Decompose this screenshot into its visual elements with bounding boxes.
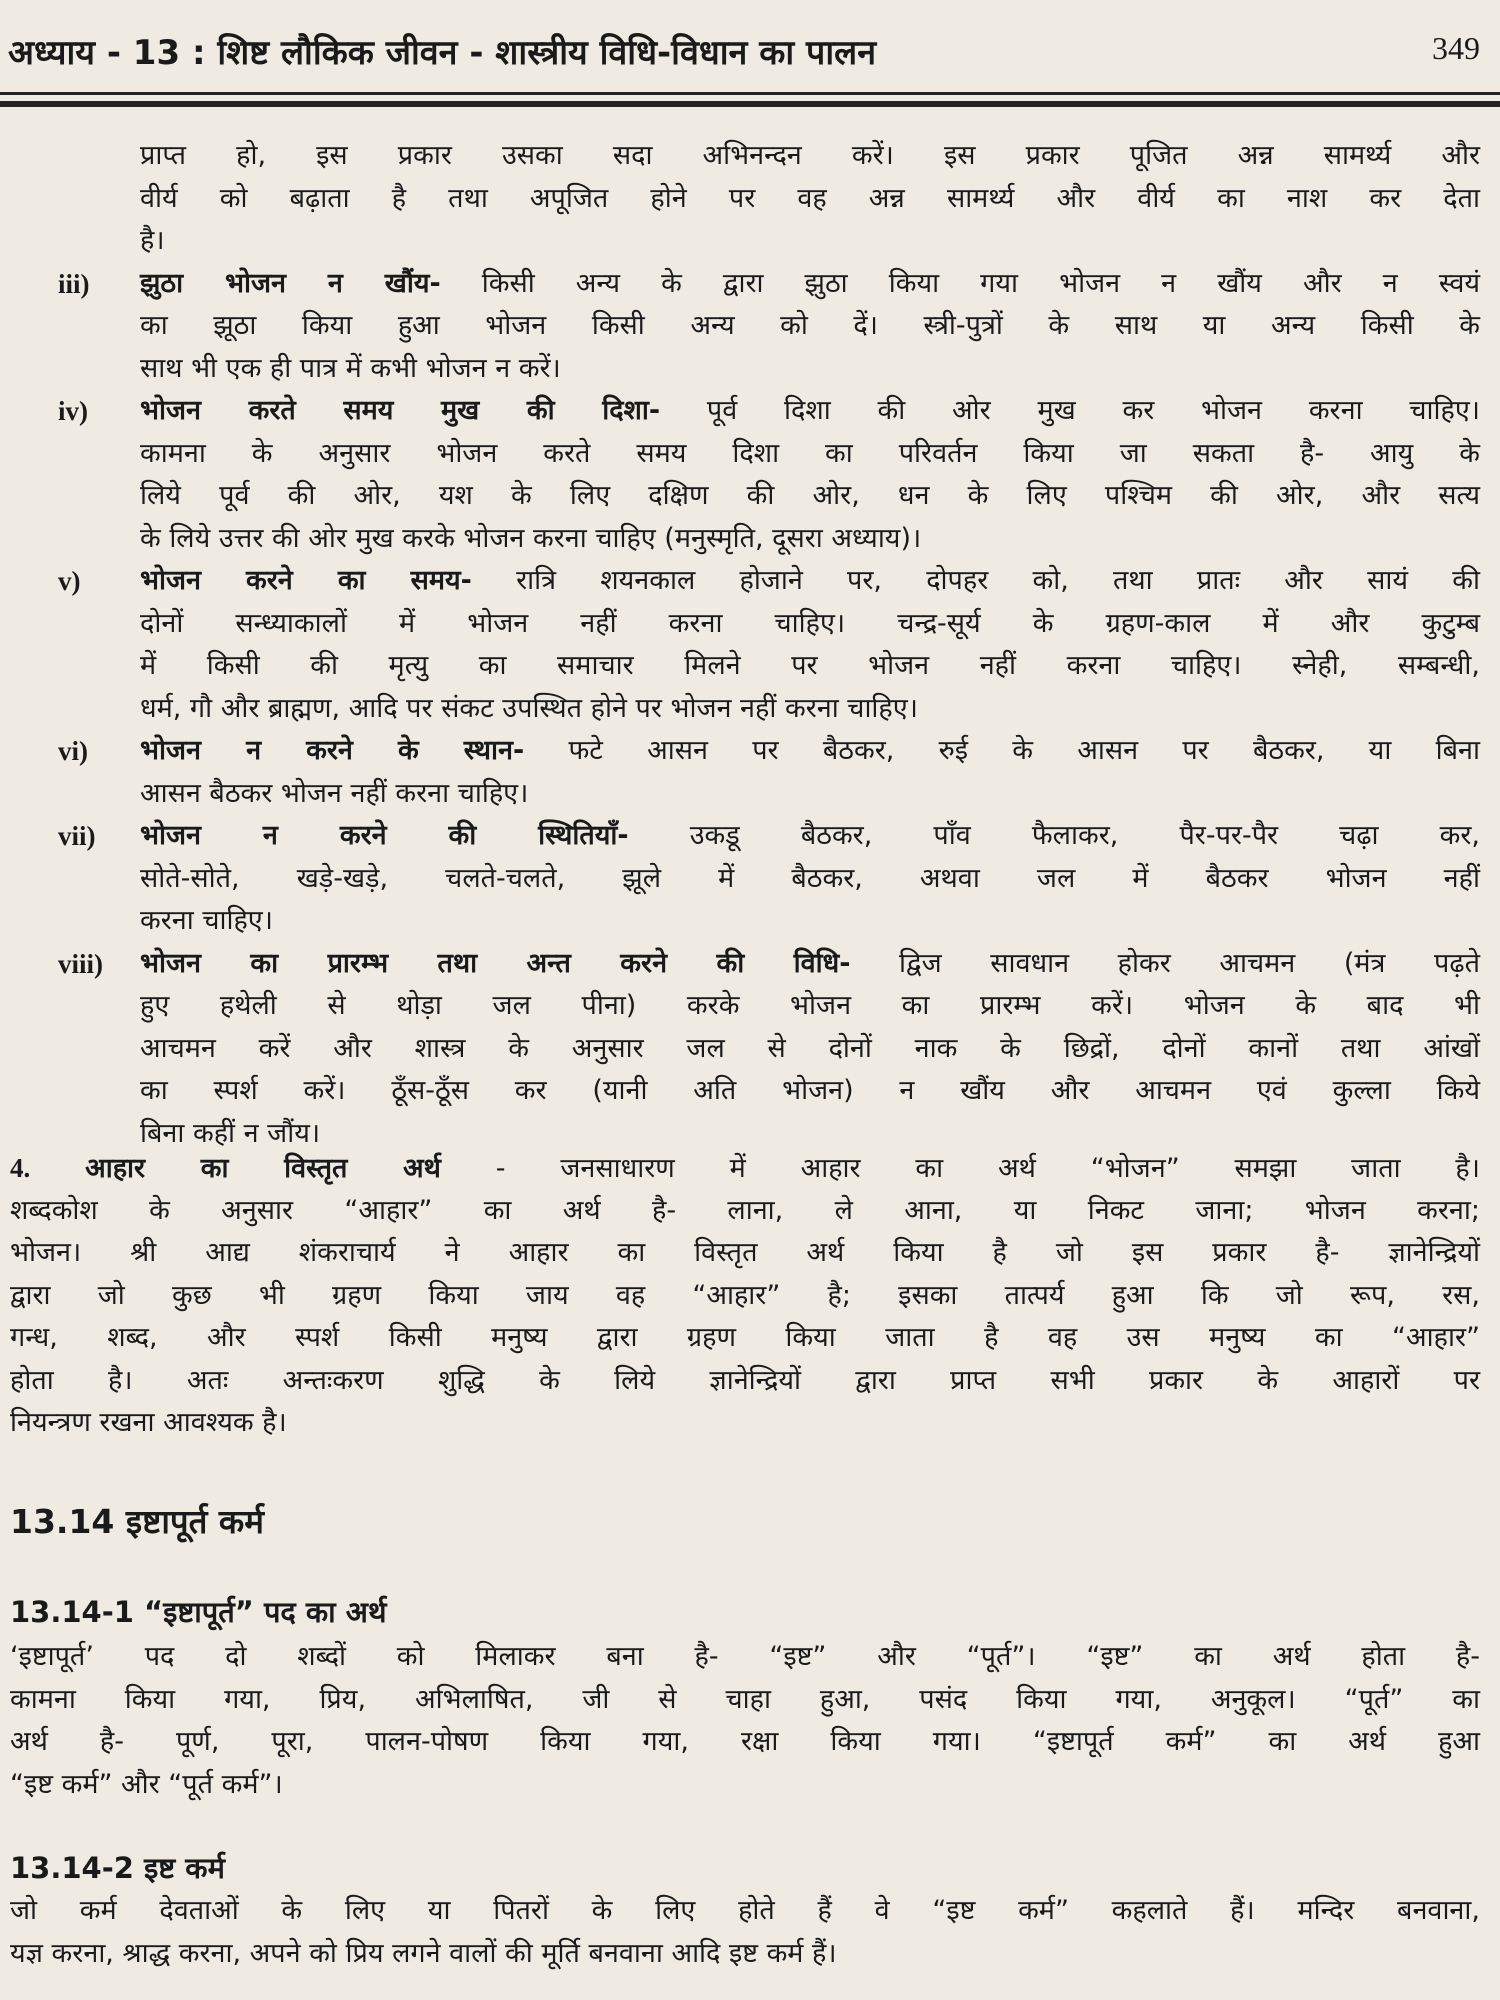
text-line bbox=[58, 390, 1480, 433]
text-span: शब्दकोश के अनुसार “आहार” का अर्थ है- लाना, ले आना, या निकट जाना; भोजन करना; bbox=[10, 1194, 1480, 1226]
text-span: द्विज सावधान होकर आचमन (मंत्र पढ़ते bbox=[850, 947, 1480, 979]
section-13-14-2-paragraph bbox=[0, 1890, 1480, 1975]
page-number: 349 bbox=[1432, 30, 1480, 66]
text-span: हुए हथेली से थोड़ा जल पीना) करके भोजन का प्रारम्भ करें। भोजन के बाद भी bbox=[140, 990, 1480, 1021]
text-line bbox=[140, 858, 1480, 901]
item-label: vi) bbox=[58, 736, 88, 766]
continuation-paragraph bbox=[0, 135, 1480, 263]
text-line bbox=[140, 603, 1480, 646]
text-line bbox=[10, 1147, 1480, 1190]
text-span: है। bbox=[140, 225, 165, 256]
text-span: फटे आसन पर बैठकर, रुई के आसन पर बैठकर, या बिना bbox=[524, 735, 1480, 766]
text-line bbox=[140, 645, 1480, 688]
item-heading: भोजन का प्रारम्भ तथा अन्त करने की विधि- bbox=[140, 947, 851, 979]
text-span: वीर्य को बढ़ाता है तथा अपूजित होने पर वह अन्न सामर्थ्य और वीर्य का नाश कर देता bbox=[140, 182, 1480, 214]
text-line bbox=[10, 1933, 1480, 1976]
text-span: आसन बैठकर भोजन नहीं करना चाहिए। bbox=[140, 777, 529, 809]
text-span: द्वारा जो कुछ भी ग्रहण किया जाय वह “आहार” है; इसका तात्पर्य हुआ कि जो रूप, रस, bbox=[10, 1279, 1480, 1311]
text-span: सोते-सोते, खड़े-खड़े, चलते-चलते, झूले में बैठकर, अथवा जल में बैठकर भोजन नहीं bbox=[140, 862, 1480, 894]
chapter-title: अध्याय - 13 : शिष्ट लौकिक जीवन - शास्त्रीय विधि-विधान का पालन bbox=[8, 33, 877, 73]
text-span: का स्पर्श करें। ठूँस-ठूँस कर (यानी अति भोजन) न खौंय और आचमन एवं कुल्ला किये bbox=[140, 1075, 1480, 1106]
item-label: viii) bbox=[58, 948, 103, 979]
text-line bbox=[58, 730, 1480, 773]
text-span: साथ भी एक ही पात्र में कभी भोजन न करें। bbox=[140, 352, 561, 384]
item-heading: भोजन करने का समय- bbox=[140, 565, 472, 596]
text-span: किसी अन्य के द्वारा झुठा किया गया भोजन न खौंय और न स्वयं bbox=[440, 267, 1480, 299]
list-item bbox=[0, 943, 1480, 1156]
text-line bbox=[10, 1636, 1480, 1679]
point-4-paragraph bbox=[0, 1147, 1480, 1445]
item-label: vii) bbox=[58, 821, 96, 851]
text-span: रात्रि शयनकाल होजाने पर, दोपहर को, तथा प्रातः और सायं की bbox=[471, 565, 1480, 596]
text-line bbox=[140, 773, 1480, 816]
item-heading: भोजन न करने की स्थितियाँ- bbox=[140, 820, 629, 851]
item-label: iv) bbox=[58, 396, 88, 426]
text-span: भोजन। श्री आद्य शंकराचार्य ने आहार का विस्तृत अर्थ किया है जो इस प्रकार है- ज्ञानेन्द्रियों bbox=[10, 1237, 1480, 1268]
text-line bbox=[10, 1679, 1480, 1722]
text-span: लिये पूर्व की ओर, यश के लिए दक्षिण की ओर, धन के लिए पश्चिम की ओर, और सत्य bbox=[140, 480, 1480, 511]
list-item bbox=[0, 263, 1480, 391]
list-item bbox=[0, 390, 1480, 560]
text-span: गन्ध, शब्द, और स्पर्श किसी मनुष्य द्वारा ग्रहण किया जाता है वह उस मनुष्य का “आहार” bbox=[10, 1322, 1480, 1353]
item-heading: आहार का विस्तृत अर्थ bbox=[85, 1153, 441, 1184]
text-line bbox=[140, 220, 1480, 263]
item-heading: भोजन करते समय मुख की दिशा- bbox=[140, 395, 661, 426]
text-span: में किसी की मृत्यु का समाचार मिलने पर भोजन नहीं करना चाहिए। स्नेही, सम्बन्धी, bbox=[140, 650, 1480, 681]
text-line bbox=[10, 1360, 1480, 1403]
text-line bbox=[140, 985, 1480, 1028]
section-13-14-1-paragraph bbox=[0, 1636, 1480, 1806]
text-line bbox=[10, 1232, 1480, 1275]
text-line bbox=[140, 433, 1480, 476]
item-label: 4. bbox=[10, 1153, 31, 1183]
text-line bbox=[10, 1764, 1480, 1807]
text-span: धर्म, गौ और ब्राह्मण, आदि पर संकट उपस्थित होने पर भोजन नहीं करना चाहिए। bbox=[140, 692, 918, 724]
text-span: ‘इष्टापूर्त’ पद दो शब्दों को मिलाकर बना है- “इष्ट” और “पूर्त”। “इष्ट” का अर्थ होता है- bbox=[10, 1641, 1480, 1672]
text-line bbox=[140, 135, 1480, 178]
text-span: होता है। अतः अन्तःकरण शुद्धि के लिये ज्ञानेन्द्रियों द्वारा प्राप्त सभी प्रकार के आहारों पर bbox=[10, 1364, 1480, 1396]
item-heading: भोजन न करने के स्थान- bbox=[140, 735, 525, 766]
running-header bbox=[8, 28, 1480, 84]
text-line bbox=[10, 1275, 1480, 1318]
item-heading: झुठा भोजन न खौंय- bbox=[140, 267, 441, 299]
text-line bbox=[140, 178, 1480, 221]
text-line bbox=[58, 815, 1480, 858]
text-span: पूर्व दिशा की ओर मुख कर भोजन करना चाहिए। bbox=[660, 395, 1480, 426]
list-item bbox=[0, 815, 1480, 943]
text-span: उकडू बैठकर, पाँव फैलाकर, पैर-पर-पैर चढ़ा कर, bbox=[628, 820, 1480, 851]
text-line bbox=[140, 688, 1480, 731]
header-rule-thick bbox=[0, 101, 1500, 107]
text-span: नियन्त्रण रखना आवश्यक है। bbox=[10, 1407, 287, 1438]
text-line bbox=[140, 348, 1480, 391]
header-rule-thin bbox=[0, 92, 1500, 95]
body-list bbox=[0, 135, 1480, 1155]
text-span: “इष्ट कर्म” और “पूर्त कर्म”। bbox=[10, 1768, 283, 1800]
item-label: v) bbox=[58, 566, 81, 596]
text-span: बिना कहीं न जौंय। bbox=[140, 1117, 321, 1149]
text-line bbox=[10, 1890, 1480, 1933]
text-line bbox=[10, 1190, 1480, 1233]
text-span: कामना के अनुसार भोजन करते समय दिशा का परिवर्तन किया जा सकता है- आयु के bbox=[140, 437, 1480, 469]
text-line bbox=[140, 1028, 1480, 1071]
text-span: कामना किया गया, प्रिय, अभिलाषित, जी से चाहा हुआ, पसंद किया गया, अनुकूल। “पूर्त” का bbox=[10, 1683, 1480, 1715]
section-heading-13-14-1: 13.14-1 “इष्टापूर्त” पद का अर्थ bbox=[10, 1595, 387, 1629]
list-item bbox=[0, 730, 1480, 815]
text-span: यज्ञ करना, श्राद्ध करना, अपने को प्रिय लगने वालों की मूर्ति बनवाना आदि इष्ट कर्म हैं। bbox=[10, 1937, 837, 1969]
text-line bbox=[10, 1721, 1480, 1764]
text-line bbox=[140, 475, 1480, 518]
text-span: के लिये उत्तर की ओर मुख करके भोजन करना चाहिए (मनुस्मृति, दूसरा अध्याय)। bbox=[140, 522, 922, 554]
item-label: iii) bbox=[58, 268, 90, 299]
section-heading-13-14: 13.14 इष्टापूर्त कर्म bbox=[10, 1502, 265, 1541]
section-heading-13-14-2: 13.14-2 इष्ट कर्म bbox=[10, 1851, 225, 1885]
text-span: - जनसाधारण में आहार का अर्थ “भोजन” समझा जाता है। bbox=[440, 1153, 1480, 1184]
text-span: दोनों सन्ध्याकालों में भोजन नहीं करना चाहिए। चन्द्र-सूर्य के ग्रहण-काल में और कुटुम्ब bbox=[140, 607, 1480, 639]
text-span: का झूठा किया हुआ भोजन किसी अन्य को दें। स्त्री-पुत्रों के साथ या अन्य किसी के bbox=[140, 310, 1480, 341]
text-line bbox=[140, 900, 1480, 943]
text-line bbox=[140, 518, 1480, 561]
text-span: प्राप्त हो, इस प्रकार उसका सदा अभिनन्दन करें। इस प्रकार पूजित अन्न सामर्थ्य और bbox=[140, 140, 1480, 171]
text-line bbox=[140, 305, 1480, 348]
text-line bbox=[10, 1317, 1480, 1360]
text-span: करना चाहिए। bbox=[140, 905, 273, 936]
list-item bbox=[0, 560, 1480, 730]
text-line bbox=[58, 560, 1480, 603]
text-span: अर्थ है- पूर्ण, पूरा, पालन-पोषण किया गया, रक्षा किया गया। “इष्टापूर्त कर्म” का अर्थ हुआ bbox=[10, 1726, 1480, 1757]
text-line bbox=[58, 263, 1480, 306]
text-line bbox=[10, 1402, 1480, 1445]
text-line bbox=[58, 943, 1480, 986]
text-span: आचमन करें और शास्त्र के अनुसार जल से दोनों नाक के छिद्रों, दोनों कानों तथा आंखों bbox=[140, 1032, 1480, 1064]
text-span: जो कर्म देवताओं के लिए या पितरों के लिए होते हैं वे “इष्ट कर्म” कहलाते हैं। मन्दिर बनवाना, bbox=[10, 1895, 1480, 1926]
text-line bbox=[140, 1070, 1480, 1113]
